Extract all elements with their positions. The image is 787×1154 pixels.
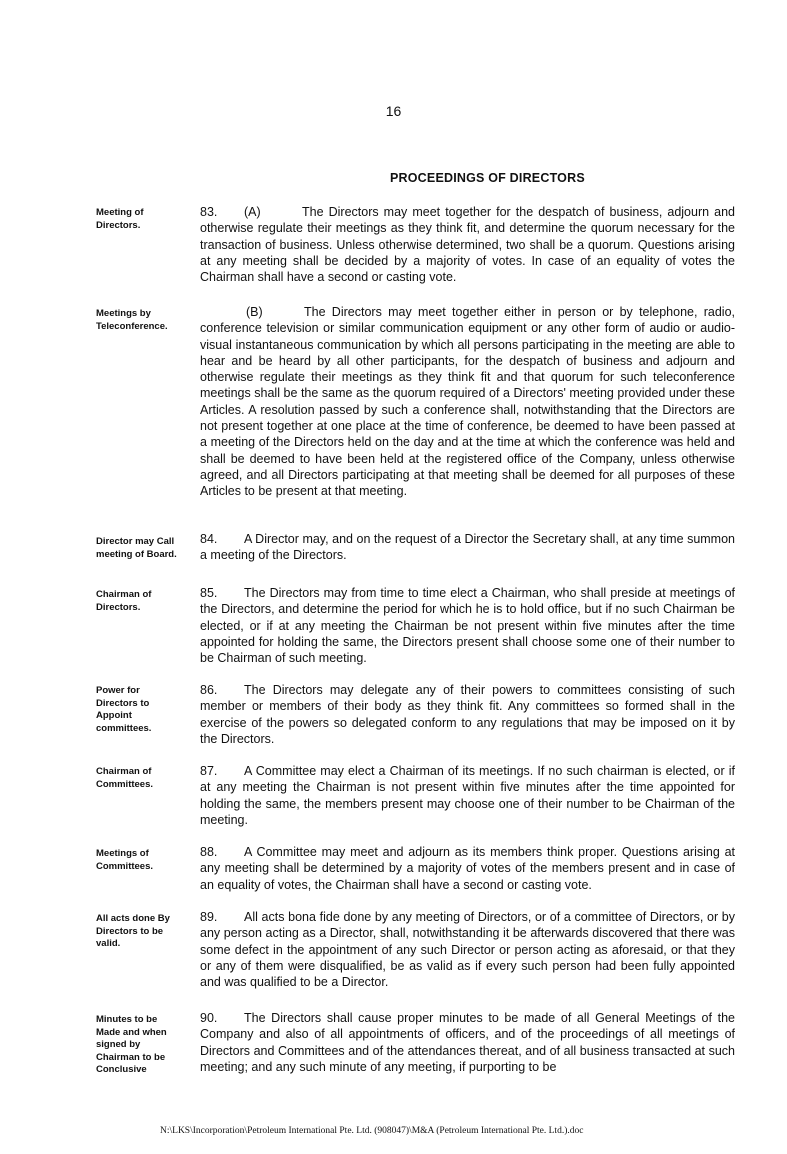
subclause-label: (B) bbox=[246, 305, 263, 319]
article-text: A Director may, and on the request of a Director the Secretary shall, at any time summon a meeting of the Directors. bbox=[200, 532, 735, 563]
article-number: 83. bbox=[200, 205, 218, 219]
article-text: The Directors shall cause proper minutes to be made of all General Meetings of the Company and also of all appointments of officers, and of the proceedings of all meetings of Directors and Committees and of the attendances thereat, and of all business transacted at such meeting; and any such minute of any meeting, if purporting to be bbox=[200, 1011, 735, 1074]
article-body bbox=[200, 304, 735, 500]
article-body bbox=[200, 909, 735, 990]
article-body bbox=[200, 585, 735, 666]
margin-note: Minutes to be Made and when signed by Chairman to be Conclusive bbox=[96, 1014, 167, 1075]
subclause-label: (A) bbox=[244, 205, 261, 219]
article-body bbox=[200, 844, 735, 893]
article-body bbox=[200, 763, 735, 828]
margin-note: Power for Directors to Appoint committees. bbox=[96, 685, 152, 734]
page-number: 16 bbox=[385, 103, 402, 119]
article-number: 89. bbox=[200, 910, 218, 924]
article-body bbox=[200, 1010, 735, 1075]
margin-note: Chairman of Directors. bbox=[96, 589, 152, 613]
article-number: 88. bbox=[200, 845, 218, 859]
article-text: The Directors may meet together either in person or by telephone, radio, conference television or similar communication equipment or any other form of audio or audio-visual instantaneous communication by which all persons participating in the meeting are able to hear and be heard by all other participants, for the despatch of business and adjourn and otherwise regulate their meetings as they think fit and that quorum for such teleconference meetings shall be the same as the quorum required of a Directors' meeting provided under these Articles. A resolution passed by such a conference shall, notwithstanding that the Directors are not present together at one place at the time of conference, be deemed to have been passed at a meeting of the Directors held on the day and at the time at which the conference was held and shall be deemed to have been held at the registered office of the Company, unless otherwise agreed, and all Directors participating at that meeting shall be deemed for all purposes of these Articles to be present at that meeting. bbox=[200, 305, 735, 499]
article-number: 85. bbox=[200, 586, 218, 600]
margin-note: All acts done By Directors to be valid. bbox=[96, 913, 170, 949]
margin-note: Chairman of Committees. bbox=[96, 766, 154, 790]
article-number: 84. bbox=[200, 532, 218, 546]
article-body bbox=[200, 531, 735, 564]
article-body bbox=[200, 204, 735, 285]
article-body bbox=[200, 682, 735, 747]
article-text: All acts bona fide done by any meeting of Directors, or of a committee of Directors, or by any person acting as a Director, shall, notwithstanding it be afterwards discovered that there was some defect in the appointment of any such Director or person acting as aforesaid, or that they or any of them were disqualified, be as valid as if every such person had been fully appointed and was qualified to be a Director. bbox=[200, 910, 735, 990]
article-text: The Directors may delegate any of their powers to committees consisting of such member or members of their body as they think fit. Any committees so formed shall in the exercise of the powers so delegated conform to any regulations that may be imposed on it by the Directors. bbox=[200, 683, 735, 746]
article-number: 90. bbox=[200, 1011, 218, 1025]
margin-note: Meetings of Committees. bbox=[96, 848, 154, 872]
article-text: The Directors may meet together for the despatch of business, adjourn and otherwise regulate their meetings as they think fit, and determine the quorum necessary for the transaction of business. Unless otherwise determined, two shall be a quorum. Questions arising at any meeting shall be decided by a majority of votes. In case of an equality of votes the Chairman shall have a second or casting vote. bbox=[200, 205, 735, 285]
margin-note: Meeting of Directors. bbox=[96, 207, 144, 231]
section-title: PROCEEDINGS OF DIRECTORS bbox=[390, 171, 585, 185]
article-number: 87. bbox=[200, 764, 218, 778]
article-text: The Directors may from time to time elect a Chairman, who shall preside at meetings of the Directors, and determine the period for which he is to hold office, but if no such Chairman be elected, or if at any meeting the Chairman be not present within five minutes after the time appointed for holding the same, the Directors present shall choose some one of their number to be Chairman of such meeting. bbox=[200, 586, 735, 666]
article-text: A Committee may elect a Chairman of its meetings. If no such chairman is elected, or if at any meeting the Chairman is not present within five minutes after the time appointed for holding the same, the members present may choose one of their number to be Chairman of the meeting. bbox=[200, 764, 735, 827]
margin-note: Meetings by Teleconference. bbox=[96, 308, 168, 332]
article-text: A Committee may meet and adjourn as its members think proper. Questions arising at any meeting shall be determined by a majority of votes of the members present and in case of an equality of votes, the Chairman shall have a second or casting vote. bbox=[200, 845, 735, 892]
footer-file-path: N:\LKS\Incorporation\Petroleum International Pte. Ltd. (908047)\M&A (Petroleum International Pte. Ltd.).doc bbox=[160, 1126, 584, 1136]
margin-note: Director may Call meeting of Board. bbox=[96, 536, 177, 560]
article-number: 86. bbox=[200, 683, 218, 697]
